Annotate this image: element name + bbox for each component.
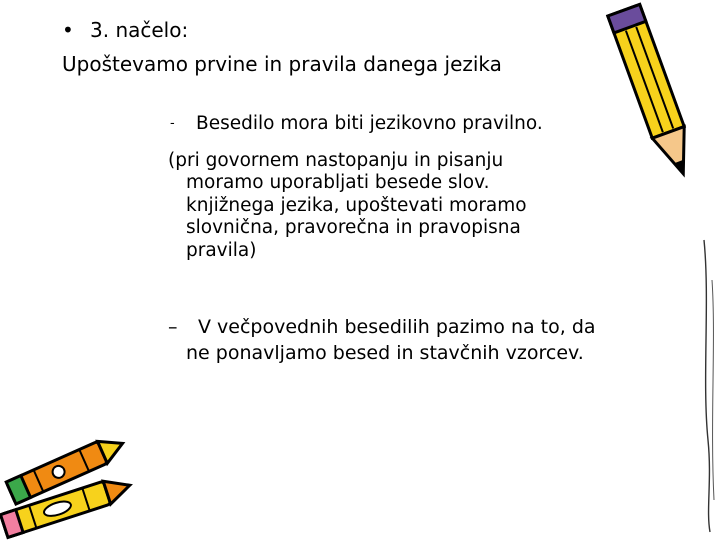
heading-line-1	[62, 20, 188, 40]
crayons-icon	[0, 430, 150, 540]
point-2-line-2: ne ponavljamo besed in stavčnih vzorcev.	[186, 342, 584, 364]
explanation-line: slovnična, pravorečna in pravopisna	[186, 217, 521, 239]
point-1	[170, 115, 543, 134]
dash-marker: -	[170, 116, 175, 131]
heading-principle: 3. načelo:	[90, 18, 189, 42]
explanation-line: knjižnega jezika, upoštevati moramo	[186, 194, 527, 216]
dash-marker: –	[168, 316, 178, 338]
explanation-line: (pri govornem nastopanju in pisanju	[168, 150, 504, 171]
bullet-icon: •	[62, 18, 74, 42]
heading-line-2: Upoštevamo prvine in pravila danega jezika	[62, 52, 502, 76]
point-2-line-1: V večpovednih besedilih pazimo na to, da	[198, 316, 596, 338]
explanation-line: moramo uporabljati besede slov.	[186, 172, 490, 194]
point-1-text: Besedilo mora biti jezikovno pravilno.	[196, 113, 543, 134]
pencil-icon	[592, 0, 720, 540]
explanation-line: pravila)	[186, 239, 257, 261]
point-1-explanation	[168, 150, 527, 262]
